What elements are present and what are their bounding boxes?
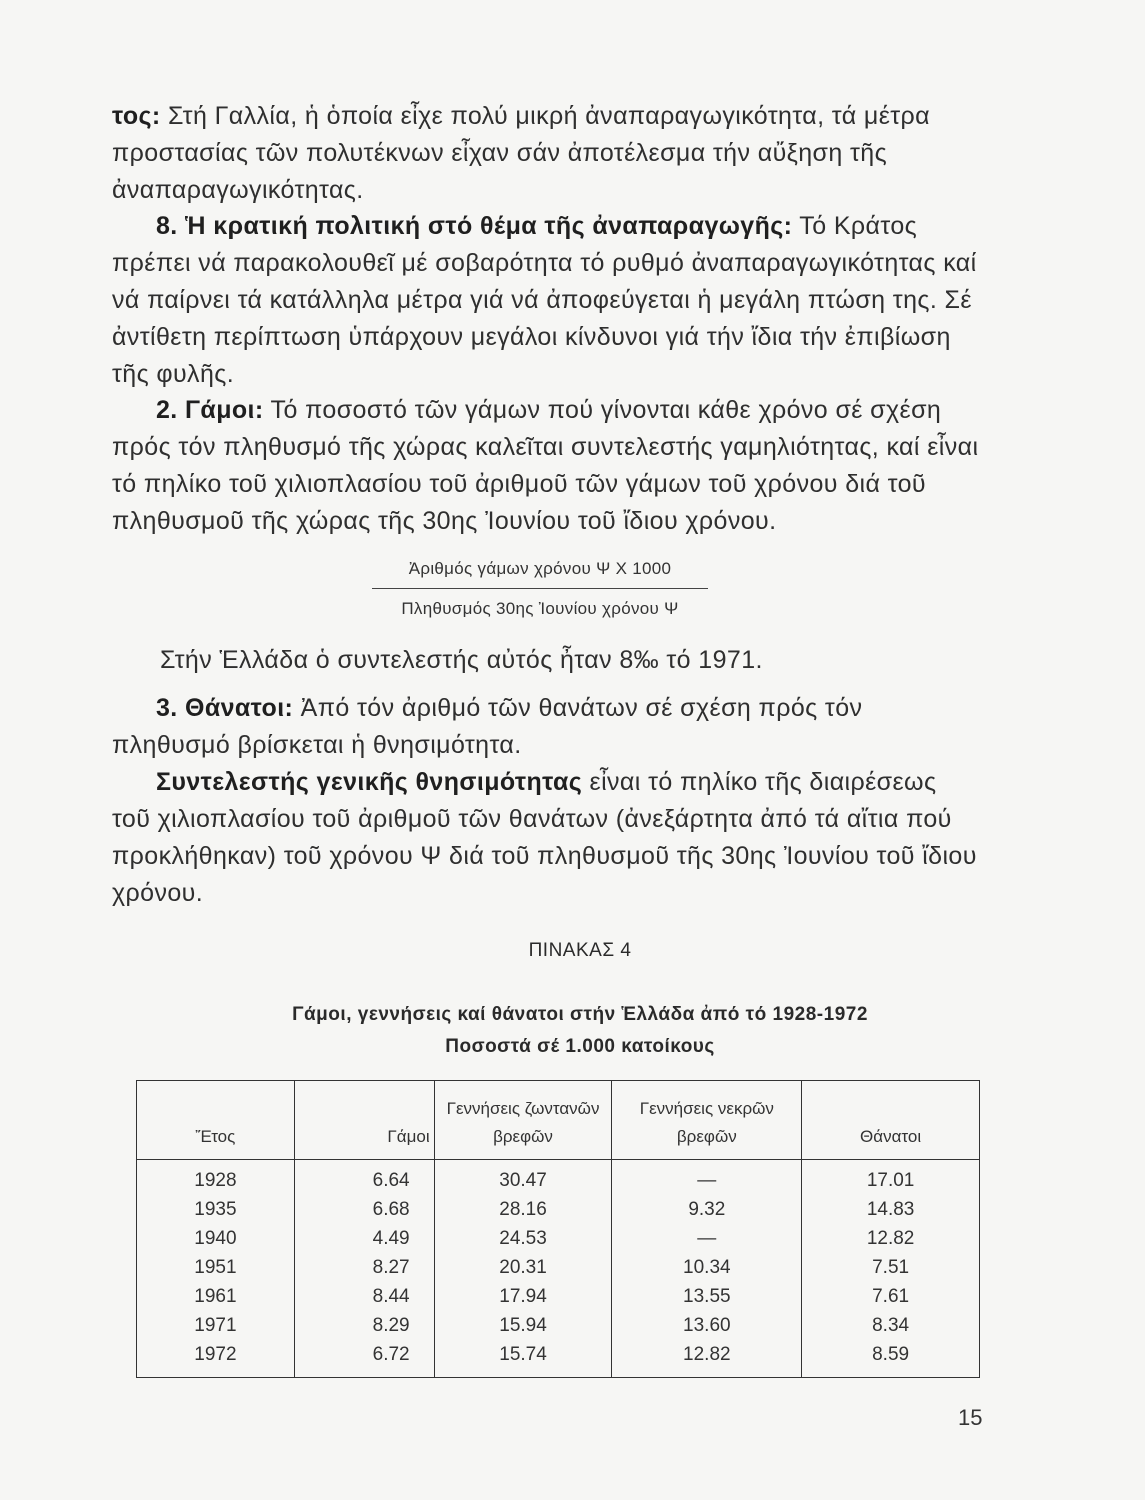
formula-denominator: Πληθυσμός 30ης Ἰουνίου χρόνου Ψ — [401, 599, 679, 618]
cell-year: 1935 — [137, 1195, 295, 1224]
cell-stillbirths: 12.82 — [612, 1340, 802, 1378]
table-row — [137, 1282, 980, 1311]
formula-numerator: Ἀριθμός γάμων χρόνου Ψ X 1000 — [408, 559, 672, 578]
cell-live-births: 20.31 — [434, 1253, 612, 1282]
table-row — [137, 1253, 980, 1282]
cell-deaths: 14.83 — [802, 1195, 980, 1224]
paragraph-marriages — [112, 392, 980, 540]
table-row — [137, 1340, 980, 1378]
cell-live-births: 24.53 — [434, 1224, 612, 1253]
paragraph-deaths — [112, 690, 980, 764]
cell-year: 1928 — [137, 1160, 295, 1196]
table-row — [137, 1195, 980, 1224]
cell-marriages: 4.49 — [294, 1224, 434, 1253]
paragraph-text: Τό ποσοστό τῶν γάμων πού γίνονται κάθε χρόνο σέ σχέση πρός τόν πληθυσμό τῆς χώρας καλεῖται συντελεστής γαμηλιότητας, καί εἶναι τό πηλίκο τοῦ χιλιοπλασίου τοῦ ἀριθμοῦ τῶν γάμων τοῦ χρόνου διά τοῦ πληθυσμοῦ τῆς χώρας τῆς 30ης Ἰουνίου τοῦ ἴδιου χρόνου. — [112, 396, 979, 535]
cell-stillbirths: — — [612, 1224, 802, 1253]
paragraph-text: Στήν Ἑλλάδα ὁ συντελεστής αὐτός ἦταν 8‰ τό 1971. — [160, 646, 763, 674]
paragraph-text: Ἀπό τόν ἀριθμό τῶν θανάτων σέ σχέση πρός τόν πληθυσμό βρίσκεται ἡ θνησιμότητα. — [112, 694, 863, 759]
cell-live-births: 15.94 — [434, 1311, 612, 1340]
cell-deaths: 17.01 — [802, 1160, 980, 1196]
header-year: Ἔτος — [137, 1081, 295, 1160]
cell-stillbirths: — — [612, 1160, 802, 1196]
cell-stillbirths: 13.55 — [612, 1282, 802, 1311]
paragraph-text: εἶναι τό πηλίκο τῆς διαιρέσεως τοῦ χιλιοπλασίου τοῦ ἀριθμοῦ τῶν θανάτων (ἀνεξάρτητα ἀπό τά αἴτια πού προκλήθηκαν) τοῦ χρόνου Ψ διά τοῦ πληθυσμοῦ τῆς 30ης Ἰουνίου τοῦ ἴδιου χρόνου. — [112, 768, 977, 907]
cell-deaths: 8.34 — [802, 1311, 980, 1340]
table-label: ΠΙΝΑΚΑΣ 4 — [528, 940, 632, 961]
header-marriages: Γάμοι — [294, 1081, 434, 1160]
paragraph-mortality-coefficient — [112, 764, 980, 912]
cell-live-births: 28.16 — [434, 1195, 612, 1224]
page-number: 15 — [958, 1405, 983, 1430]
table-row — [137, 1311, 980, 1340]
cell-year: 1961 — [137, 1282, 295, 1311]
cell-live-births: 15.74 — [434, 1340, 612, 1378]
cell-marriages: 8.44 — [294, 1282, 434, 1311]
table-caption-line2: Ποσοστά σέ 1.000 κατοίκους — [445, 1036, 715, 1057]
table-row — [137, 1224, 980, 1253]
header-stillbirths: Γεννήσεις νεκρῶν βρεφῶν — [612, 1081, 802, 1160]
paragraph-text: Τό Κράτος πρέπει νά παρακολουθεῖ μέ σοβαρότητα τό ρυθμό ἀναπαραγωγικότητας καί νά παίρνει τά κατάλληλα μέτρα γιά νά ἀποφεύγεται ἡ μεγάλη πτώση της. Σέ ἀντίθετη περίπτωση ὑπάρχουν μεγάλοι κίνδυνοι γιά τήν ἴδια τήν ἐπιβίωση τῆς φυλῆς. — [112, 212, 977, 388]
paragraph-lead: 8. Ἡ κρατική πολιτική στό θέμα τῆς ἀναπαραγωγῆς: — [156, 212, 793, 240]
cell-marriages: 8.27 — [294, 1253, 434, 1282]
cell-live-births: 17.94 — [434, 1282, 612, 1311]
data-table — [136, 1080, 980, 1378]
header-live-births: Γεννήσεις ζωντανῶν βρεφῶν — [434, 1081, 612, 1160]
cell-marriages: 6.64 — [294, 1160, 434, 1196]
paragraph-state-policy — [112, 208, 980, 393]
table-caption-line1: Γάμοι, γεννήσεις καί θάνατοι στήν Ἑλλάδα ἀπό τό 1928-1972 — [292, 1004, 868, 1025]
table-header-row — [137, 1081, 980, 1160]
cell-marriages: 6.68 — [294, 1195, 434, 1224]
cell-deaths: 12.82 — [802, 1224, 980, 1253]
paragraph-lead: τος: — [112, 102, 161, 130]
cell-marriages: 6.72 — [294, 1340, 434, 1378]
marriage-rate-formula — [340, 556, 740, 621]
paragraph-text: Στή Γαλλία, ἡ ὁποία εἶχε πολύ μικρή ἀναπαραγωγικότητα, τά μέτρα προστασίας τῶν πολυτέκνων εἶχαν σάν ἀποτέλεσμα τήν αὔξηση τῆς ἀναπαραγωγικότητας. — [112, 102, 931, 204]
paragraph-lead: 3. Θάνατοι: — [156, 694, 294, 722]
cell-deaths: 7.51 — [802, 1253, 980, 1282]
cell-deaths: 8.59 — [802, 1340, 980, 1378]
cell-live-births: 30.47 — [434, 1160, 612, 1196]
table-row — [137, 1160, 980, 1196]
cell-stillbirths: 9.32 — [612, 1195, 802, 1224]
cell-year: 1940 — [137, 1224, 295, 1253]
paragraph-lead: Συντελεστής γενικῆς θνησιμότητας — [156, 768, 583, 796]
cell-stillbirths: 13.60 — [612, 1311, 802, 1340]
header-deaths: Θάνατοι — [802, 1081, 980, 1160]
cell-year: 1951 — [137, 1253, 295, 1282]
cell-year: 1971 — [137, 1311, 295, 1340]
fraction-bar — [372, 588, 708, 589]
cell-deaths: 7.61 — [802, 1282, 980, 1311]
cell-marriages: 8.29 — [294, 1311, 434, 1340]
cell-year: 1972 — [137, 1340, 295, 1378]
paragraph-lead: 2. Γάμοι: — [156, 396, 264, 424]
paragraph-france — [112, 98, 980, 209]
paragraph-greece-rate — [160, 642, 980, 679]
cell-stillbirths: 10.34 — [612, 1253, 802, 1282]
